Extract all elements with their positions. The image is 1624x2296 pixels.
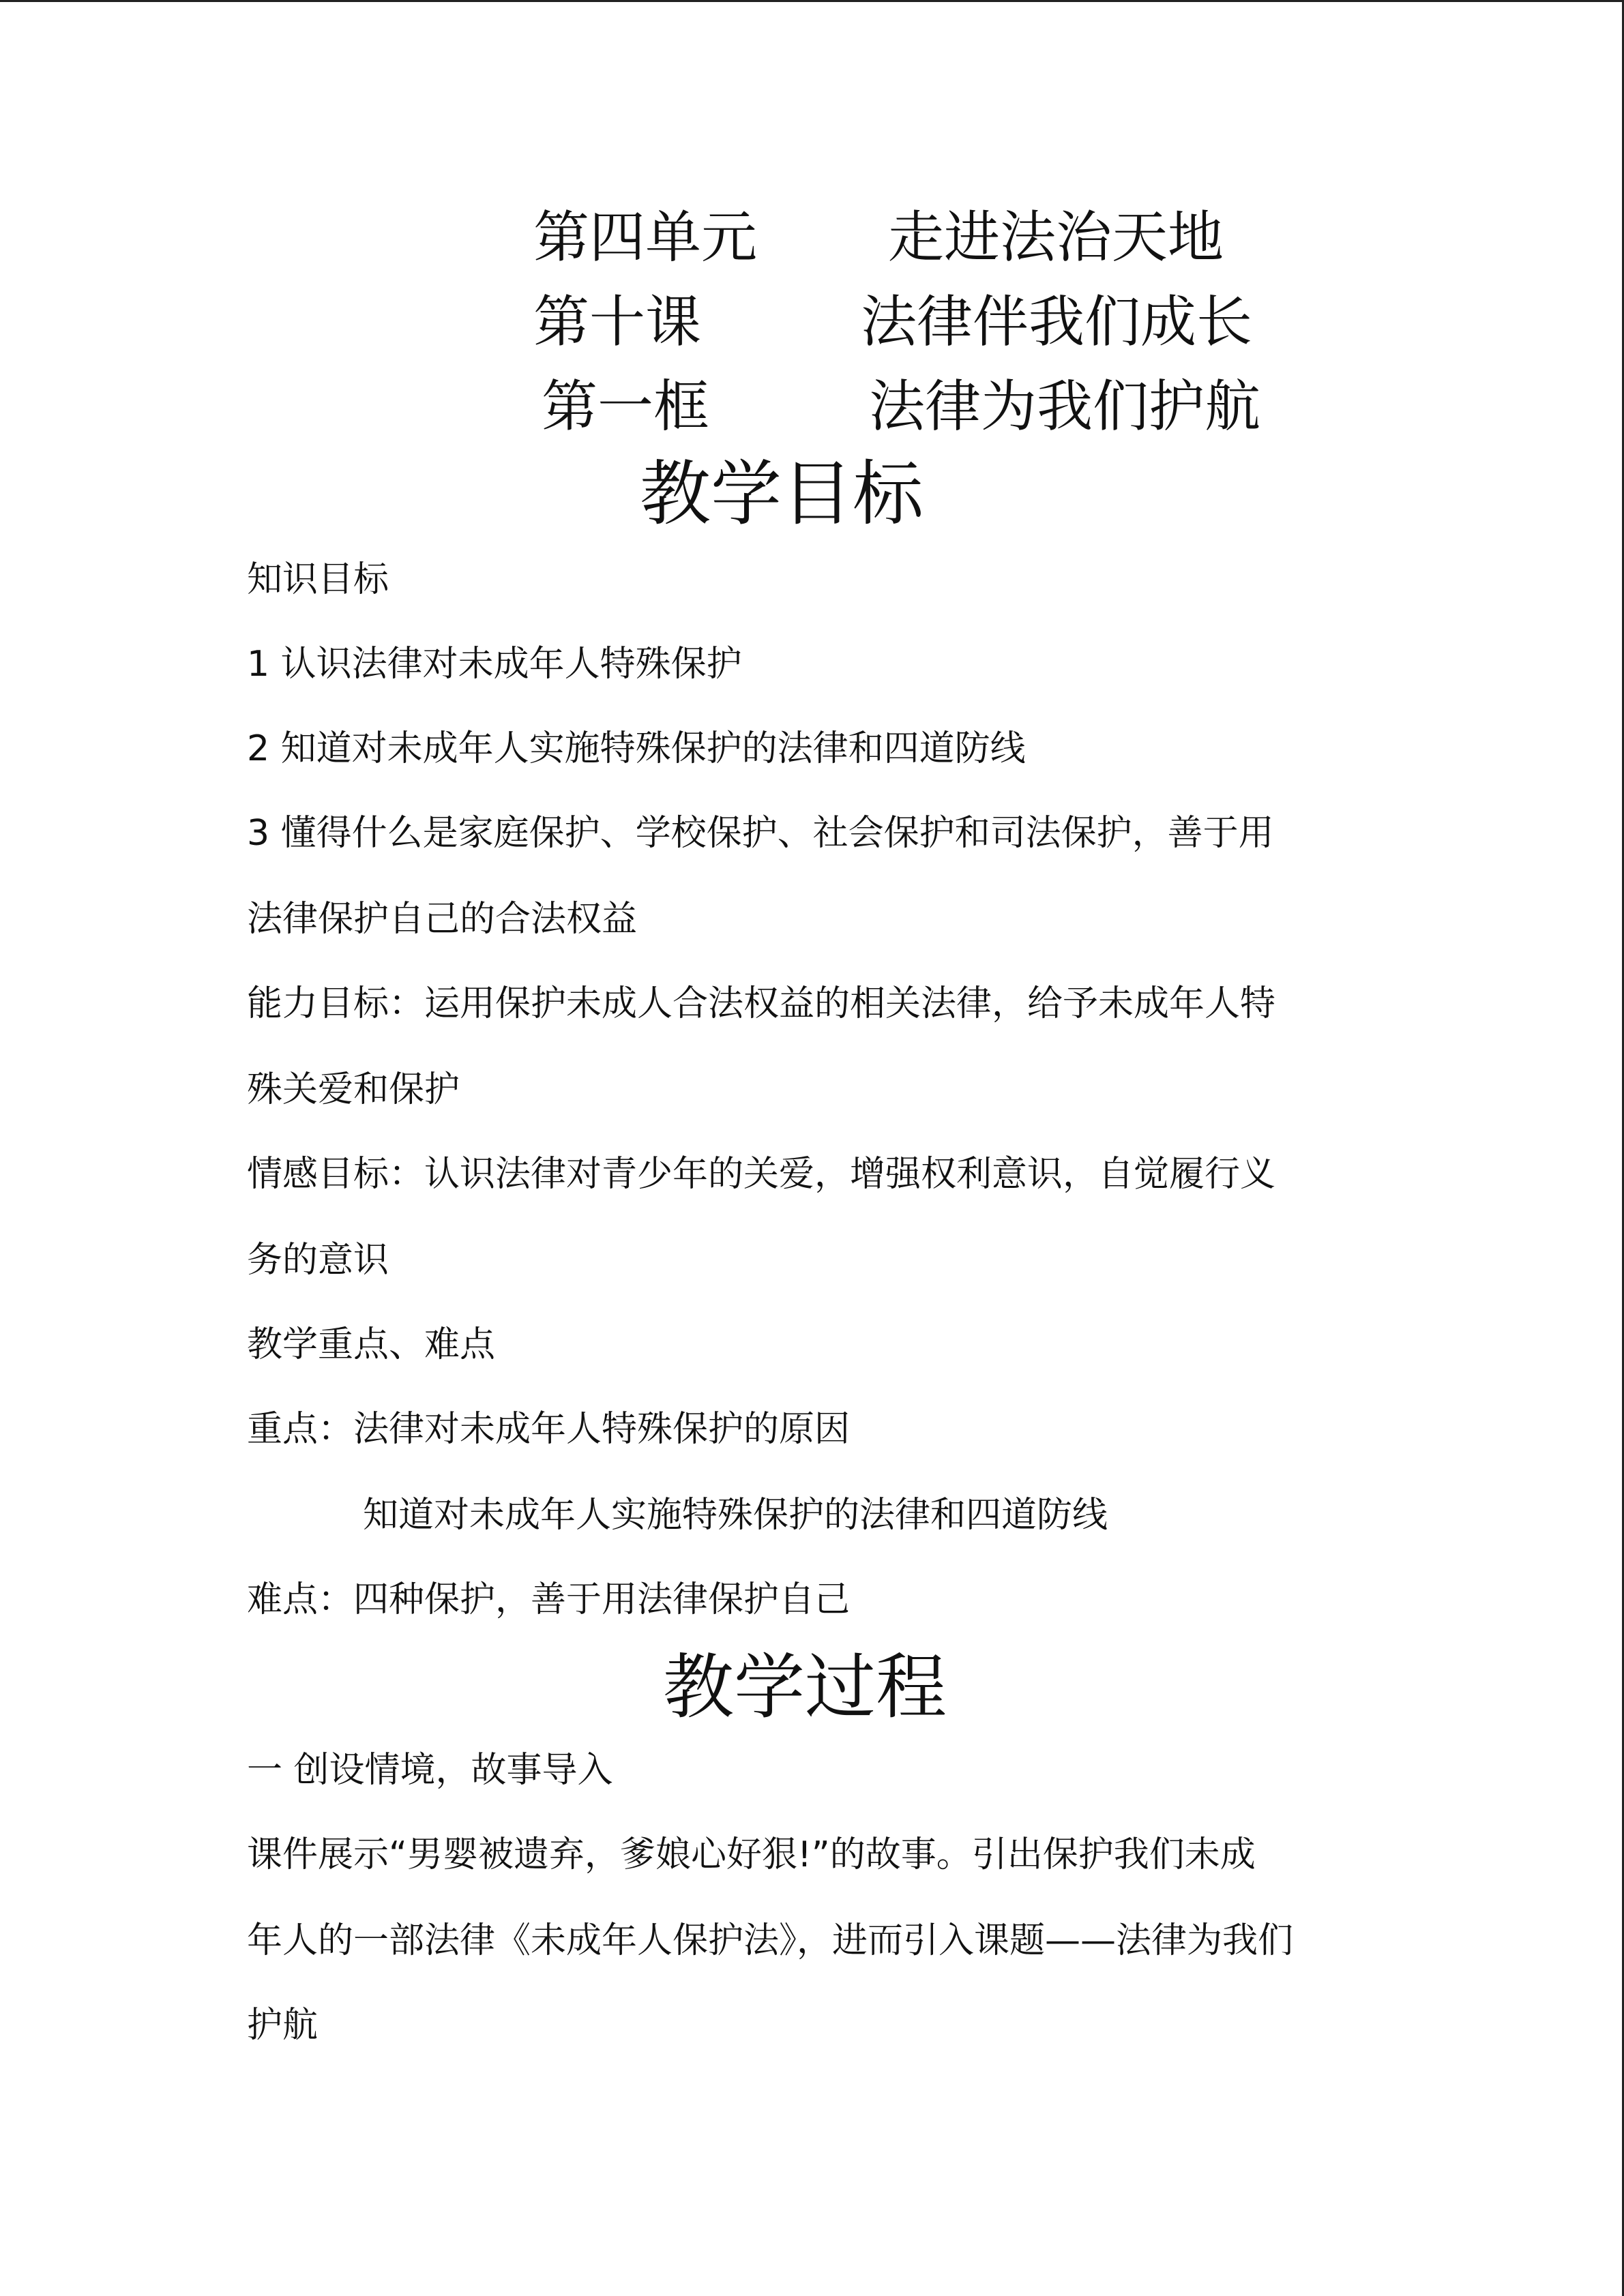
- goal-item-3-continued: 法律保护自己的合法权益: [247, 899, 638, 940]
- lesson-name: 法律伴我们成长: [861, 290, 1253, 355]
- process-paragraph-line-3: 护航: [247, 2005, 319, 2046]
- lesson-label: 第十课: [533, 290, 702, 355]
- goal-item-3: 3 懂得什么是家庭保护、学校保护、社会保护和司法保护，善于用: [247, 813, 1274, 854]
- heading-teaching-process: 教学过程: [663, 1645, 947, 1729]
- emotion-goal-continued: 务的意识: [247, 1240, 389, 1281]
- process-paragraph-line-2: 年人的一部法律《未成年人保护法》，进而引入课题——法律为我们: [247, 1920, 1294, 1961]
- unit-label: 第四单元: [533, 205, 758, 270]
- heading-teaching-goals: 教学目标: [640, 452, 924, 535]
- section-label: 第一框: [542, 374, 710, 439]
- process-step-1: 一 创设情境，故事导入: [247, 1750, 613, 1791]
- goal-item-1: 1 认识法律对未成年人特殊保护: [247, 644, 742, 685]
- section-name: 法律为我们护航: [869, 374, 1261, 439]
- key-point-1: 重点：法律对未成年人特殊保护的原因: [247, 1409, 851, 1450]
- key-point-2: 知道对未成年人实施特殊保护的法律和四道防线: [363, 1495, 1108, 1536]
- unit-name: 走进法治天地: [888, 205, 1224, 270]
- knowledge-goal-label: 知识目标: [247, 559, 389, 600]
- process-paragraph-line-1: 课件展示“男婴被遗弃，爹娘心好狠!”的故事。引出保护我们未成: [247, 1834, 1256, 1875]
- difficult-point: 难点：四种保护，善于用法律保护自己: [247, 1579, 851, 1620]
- ability-goal-continued: 殊关爱和保护: [247, 1069, 460, 1110]
- key-difficult-label: 教学重点、难点: [247, 1324, 496, 1365]
- ability-goal: 能力目标：运用保护未成人合法权益的相关法律，给予未成年人特: [247, 983, 1276, 1024]
- page-border-top: [0, 0, 1624, 2]
- emotion-goal: 情感目标：认识法律对青少年的关爱，增强权利意识，自觉履行义: [247, 1154, 1276, 1195]
- goal-item-2: 2 知道对未成年人实施特殊保护的法律和四道防线: [247, 728, 1026, 769]
